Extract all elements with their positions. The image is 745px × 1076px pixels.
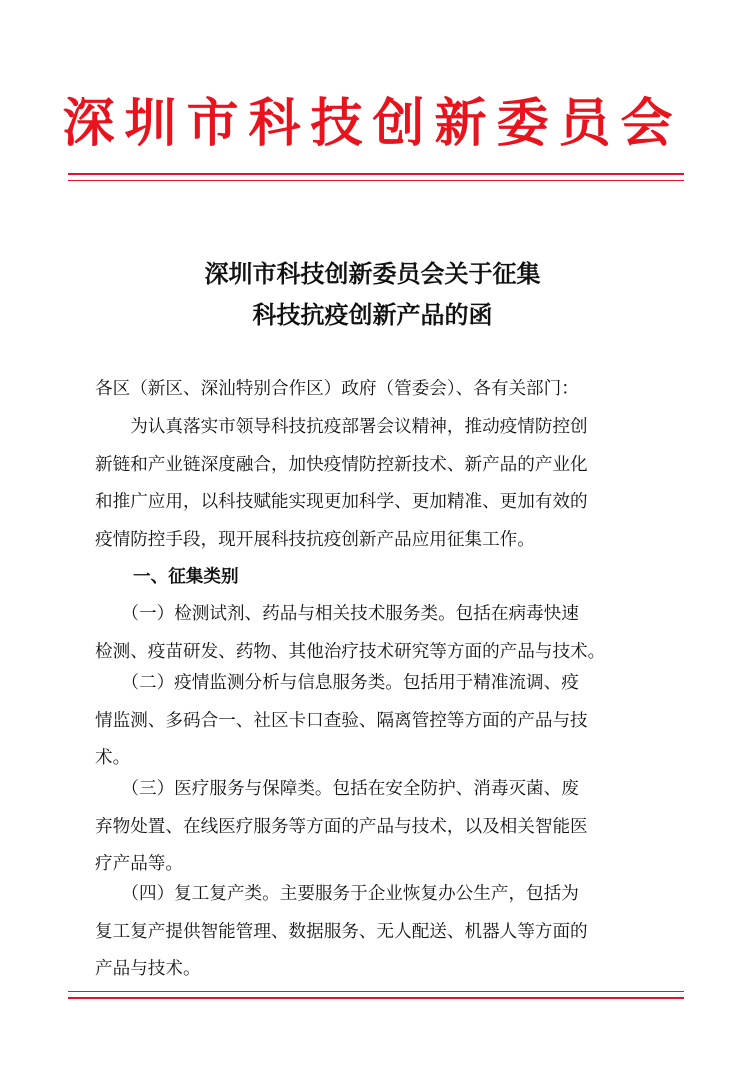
item-line: 检测、疫苗研发、药物、其他治疗技术研究等方面的产品与技术。 (95, 641, 606, 662)
item-2-paragraph (95, 665, 665, 778)
item-line: 术。 (95, 748, 131, 768)
doc-title-line-1: 深圳市科技创新委员会关于征集 (204, 259, 541, 288)
footer-rule-thin (68, 991, 684, 992)
addressee: 各区（新区、深汕特别合作区）政府（管委会）、各有关部门： (95, 379, 579, 399)
org-masthead: 深圳市科技创新委员会 (62, 93, 683, 154)
intro-line: 新链和产业链深度融合，加快疫情防控新技术、新产品的产业化 (95, 454, 588, 475)
item-line: （四）复工复产类。主要服务于企业恢复办公生产，包括为 (95, 884, 579, 904)
item-line: 复工复产提供智能管理、数据服务、无人配送、机器人等方面的 (95, 921, 588, 942)
header-rule-thin (68, 180, 684, 181)
doc-title-line-2: 科技抗疫创新产品的函 (252, 300, 493, 329)
item-1-paragraph (95, 596, 665, 671)
intro-line: 疫情防控手段，现开展科技抗疫创新产品应用征集工作。 (95, 529, 535, 550)
intro-line: 为认真落实市领导科技抗疫部署会议精神，推动疫情防控创 (95, 417, 588, 437)
item-line: 产品与技术。 (95, 959, 201, 979)
item-line: 情监测、多码合一、社区卡口查验、隔离管控等方面的产品与技 (95, 710, 588, 731)
header-rule-thick (68, 173, 684, 175)
item-line: 弃物处置、在线医疗服务等方面的产品与技术，以及相关智能医 (95, 816, 588, 837)
item-line: （二）疫情监测分析与信息服务类。包括用于精准流调、疫 (95, 673, 579, 693)
footer-rule-thick (68, 997, 684, 999)
item-3-paragraph (95, 771, 665, 884)
intro-paragraph (95, 409, 665, 559)
item-line: （三）医疗服务与保障类。包括在安全防护、消毒灭菌、废 (95, 779, 579, 799)
item-4-paragraph (95, 876, 665, 989)
section-heading: 一、征集类别 (133, 567, 239, 587)
item-line: （一）检测试剂、药品与相关技术服务类。包括在病毒快速 (95, 604, 579, 624)
item-line: 疗产品等。 (95, 854, 183, 874)
intro-line: 和推广应用，以科技赋能实现更加科学、更加精准、更加有效的 (95, 492, 588, 512)
